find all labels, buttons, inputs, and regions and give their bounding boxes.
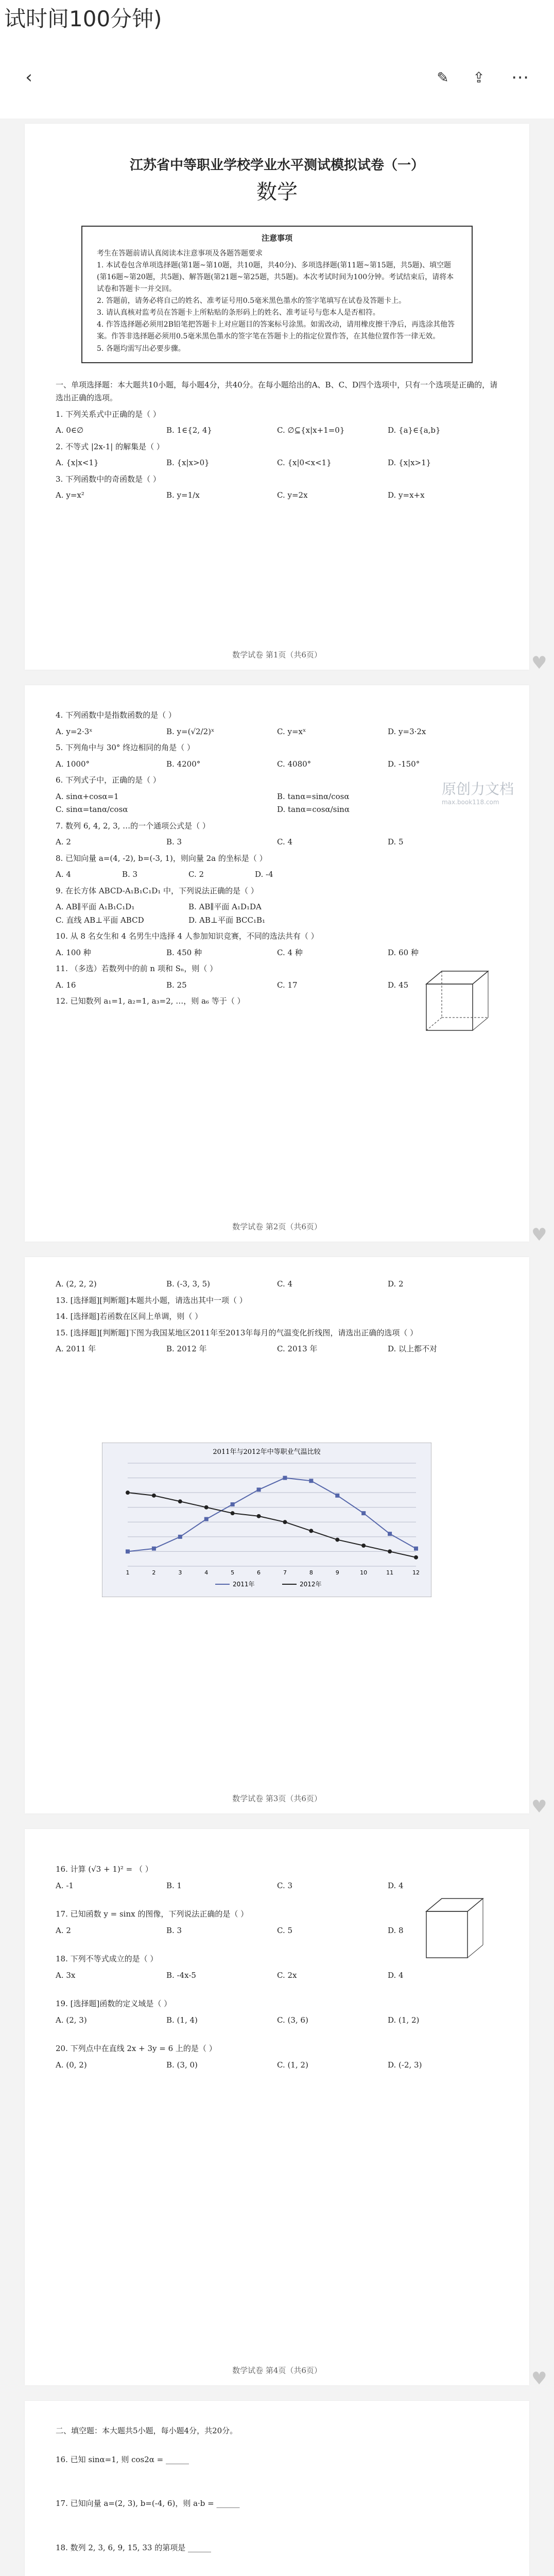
like-heart-icon[interactable]: ♥: [531, 1797, 547, 1817]
question-list: [25, 2453, 529, 2576]
x-tick-label: 11: [386, 1569, 394, 1576]
option: C. 4 种: [277, 947, 303, 957]
option: C. 2x: [277, 1970, 297, 1980]
question-stem: 4. 下列函数中是指数函数的是（ ）: [56, 710, 176, 720]
header-title: 试时间100分钟): [4, 6, 162, 31]
question-options: [56, 424, 498, 437]
option: D. AB⊥平面 BCC₁B₁: [188, 915, 266, 925]
option: A. -1: [56, 1880, 74, 1890]
question-stem: 16. 计算 (√3 + 1)² = （ ）: [56, 1865, 153, 1874]
x-tick-label: 9: [335, 1569, 339, 1576]
option: B. y=1/x: [166, 490, 200, 500]
data-point: [388, 1532, 392, 1536]
option: D. {x|x>1}: [388, 458, 431, 468]
option: B. {x|x>0}: [166, 458, 210, 468]
document-page-1: [25, 124, 529, 670]
option: C. sinα=tanα/cosα: [56, 805, 128, 814]
question-options: [56, 725, 498, 739]
data-point: [335, 1494, 339, 1498]
x-tick-label: 12: [412, 1569, 420, 1576]
option: C. 4: [277, 837, 293, 846]
question-options: [56, 946, 498, 960]
option: C. {x|0<x<1}: [277, 458, 332, 468]
option: B. 2012 年: [166, 1344, 207, 1353]
data-point: [257, 1514, 261, 1518]
prism-figure: [416, 1891, 493, 1968]
question-stem: 12. 已知数列 a₁=1, a₂=1, a₃=2, …，则 a₆ 等于（ ）: [56, 996, 245, 1006]
document-page-2: [25, 685, 529, 1242]
question-options: [56, 1343, 498, 1356]
share-icon[interactable]: ⇪: [473, 69, 485, 86]
section-heading: 二、填空题：本大题共5小题，每小题4分，共20分。: [56, 2426, 238, 2435]
option: D. y=x+x: [388, 490, 425, 500]
exam-subject: 数学: [256, 180, 298, 204]
option: A. 2: [56, 1925, 71, 1935]
edit-icon[interactable]: ✎: [437, 69, 449, 86]
question-stem: 15. [选择题][判断题]下图为我国某地区2011年至2013年每月的气温变化折线图，请选出正确的选项（ ）: [56, 1328, 418, 1337]
notice-line: 考生在答题前请认真阅读本注意事项及各题答题要求: [97, 249, 263, 258]
x-tick-label: 5: [231, 1569, 235, 1576]
option: D. 60 种: [388, 947, 419, 957]
question-stem: 11. （多选）若数列中的前 n 项和 Sₙ，则（ ）: [56, 964, 218, 973]
data-point: [283, 1520, 287, 1524]
option: A. 2: [56, 837, 71, 846]
more-icon[interactable]: ⋯: [511, 67, 529, 88]
data-point: [414, 1555, 418, 1560]
option: C. 17: [277, 980, 298, 990]
document-page-5: [25, 2401, 529, 2576]
option: C. y=xˣ: [277, 726, 306, 736]
section-instructions: [25, 2401, 529, 2438]
question-stem: 1. 下列关系式中正确的是（ ）: [56, 409, 161, 419]
option: D. y=3·2x: [388, 726, 426, 736]
question-stem: 18. 下列不等式成立的是（ ）: [56, 1954, 158, 1963]
data-point: [126, 1549, 130, 1553]
question-stem: 6. 下列式子中，正确的是（ ）: [56, 775, 161, 785]
option: A. sinα+cosα=1: [56, 791, 119, 801]
option: D. 8: [388, 1925, 404, 1935]
option: A. y=2·3ˣ: [56, 726, 93, 736]
notice-line: 2. 答题前，请务必将自己的姓名、准考证号用0.5毫米黑色墨水的签字笔填写在试卷及答题卡上。: [97, 297, 406, 306]
option: D. 以上都不对: [388, 1344, 438, 1353]
option: D. (-2, 3): [388, 2060, 422, 2070]
watermark-url: max.book118.com: [441, 799, 499, 806]
section-instructions: [25, 379, 529, 405]
option: A. (2, 3): [56, 2015, 87, 2025]
question-stem: 7. 数列 6, 4, 2, 3, …的一个通项公式是（ ）: [56, 821, 210, 831]
question-options: [56, 790, 498, 804]
option: A. y=x²: [56, 490, 84, 500]
chevron-left-icon[interactable]: ‹: [25, 67, 32, 88]
data-point: [126, 1490, 130, 1495]
like-heart-icon[interactable]: ♥: [531, 2368, 547, 2389]
question-options: [56, 901, 321, 914]
option: D. 4: [388, 1970, 404, 1980]
option: B. 450 种: [166, 947, 202, 957]
option: B. (-3, 3, 5): [166, 1279, 211, 1289]
option: B. 3: [166, 837, 182, 846]
notice-line: 3. 请认真核对监考员在答题卡上所粘贴的条形码上的姓名、准考证号与您本人是否相符。: [97, 309, 380, 317]
question-options: [56, 868, 321, 882]
question-options: [56, 836, 498, 849]
option: C. 2: [188, 870, 204, 879]
option: C. 4: [277, 1279, 293, 1289]
chart-title: 2011年与2012年中等职业气温比较: [213, 1448, 321, 1456]
data-point: [178, 1499, 182, 1503]
notice-line: 5. 各题均需写出必要步骤。: [97, 344, 185, 353]
page-footer: 数学试卷 第2页（共6页）: [232, 1222, 322, 1231]
option: C. 3: [277, 1880, 293, 1890]
question-stem: 3. 下列函数中的奇函数是（ ）: [56, 474, 161, 484]
option: B. -4x-5: [166, 1970, 196, 1980]
question-stem: 9. 在长方体 ABCD-A₁B₁C₁D₁ 中，下列说法正确的是（ ）: [56, 886, 258, 895]
x-tick-label: 6: [257, 1569, 261, 1576]
option: D. 2: [388, 1279, 404, 1289]
option: C. 2013 年: [277, 1344, 318, 1353]
data-point: [204, 1517, 209, 1521]
option: A. AB∥平面 A₁B₁C₁D₁: [56, 902, 135, 911]
question-options: [56, 489, 498, 502]
like-heart-icon[interactable]: ♥: [531, 1225, 547, 1245]
option: A. 16: [56, 980, 76, 990]
option: C. ∅⊆{x|x+1=0}: [277, 426, 345, 435]
option: C. y=2x: [277, 490, 308, 500]
question-stem: 18. 数列 2, 3, 6, 9, 15, 33 的第项是 ______: [56, 2543, 211, 2552]
nav-row: [0, 57, 554, 108]
data-point: [152, 1547, 156, 1551]
option: D. 45: [388, 980, 409, 990]
page-footer: 数学试卷 第1页（共6页）: [232, 650, 322, 659]
data-point: [231, 1511, 235, 1515]
question-stem: 16. 已知 sinα=1, 则 cos2α = ______: [56, 2454, 189, 2464]
question-list: [25, 685, 529, 1008]
question-options: [56, 758, 498, 771]
temperature-line-chart: [102, 1443, 431, 1597]
question-options: [56, 1278, 498, 1291]
option: D. (1, 2): [388, 2015, 420, 2025]
x-tick-label: 8: [309, 1569, 313, 1576]
legend-label: 2011年: [233, 1581, 255, 1588]
option: A. 1000°: [56, 759, 90, 769]
question-options: [56, 1969, 498, 1982]
question-stem: 14. [选择题]若函数在区间上单调，则（ ）: [56, 1312, 203, 1321]
data-point: [414, 1547, 418, 1551]
question-stem: 2. 不等式 |2x-1| 的解集是（ ）: [56, 442, 164, 451]
cuboid-figure: [416, 963, 498, 1041]
x-tick-label: 3: [178, 1569, 182, 1576]
option: C. 4080°: [277, 759, 311, 769]
data-point: [152, 1494, 156, 1498]
x-tick-label: 7: [283, 1569, 287, 1576]
option: A. (0, 2): [56, 2060, 87, 2070]
option: B. AB∥平面 A₁D₁DA: [188, 902, 262, 911]
page-footer: 数学试卷 第3页（共6页）: [232, 1794, 322, 1803]
data-point: [257, 1487, 261, 1492]
option: A. 0∈∅: [56, 426, 84, 435]
x-tick-label: 10: [360, 1569, 368, 1576]
question-stem: 19. [选择题]函数的定义域是（ ）: [56, 1999, 172, 2008]
data-point: [231, 1502, 235, 1506]
x-tick-label: 2: [152, 1569, 156, 1576]
data-point: [178, 1535, 182, 1539]
option: C. (1, 2): [277, 2060, 308, 2070]
data-point: [283, 1476, 287, 1480]
option: D. tanα=cosα/sinα: [277, 805, 350, 814]
data-point: [335, 1538, 339, 1542]
question-stem: 20. 下列点中在直线 2x + 3y = 6 上的是（ ）: [56, 2044, 217, 2053]
question-stem: 5. 下列角中与 30° 终边相同的角是（ ）: [56, 743, 195, 752]
section-heading: 一、单项选择题：本大题共10小题，每小题4分，共40分。在每小题给出的A、B、C、D四个选项中，只有一个选项是正确的，请选出正确的选项。: [56, 380, 498, 403]
exam-title: 江苏省中等职业学校学业水平测试模拟试卷（一）: [129, 158, 424, 173]
option: D. 4: [388, 1880, 404, 1890]
option: B. 3: [166, 1925, 182, 1935]
question-stem: 10. 从 8 名女生和 4 名男生中选择 4 人参加知识竞赛，不同的选法共有（ ）: [56, 931, 319, 941]
option: B. y=(√2/2)ˣ: [166, 726, 215, 736]
option: A. 2011 年: [56, 1344, 96, 1353]
question-options: [56, 2014, 498, 2027]
question-options: [56, 803, 498, 817]
option: A. 3x: [56, 1970, 76, 1980]
option: C. 直线 AB⊥平面 ABCD: [56, 915, 144, 925]
question-stem: 17. 已知函数 y = sinx 的图像，下列说法正确的是（ ）: [56, 1909, 249, 1919]
option: B. (1, 4): [166, 2015, 198, 2025]
question-list: [25, 1257, 529, 1356]
notice-box: [81, 226, 473, 363]
option: B. tanα=sinα/cosα: [277, 791, 350, 801]
option: D. {a}∈{a,b}: [388, 426, 441, 435]
data-point: [361, 1544, 366, 1548]
question-options: [56, 914, 321, 927]
notice-heading: 注意事项: [261, 233, 292, 243]
data-point: [388, 1549, 392, 1553]
question-options: [56, 2059, 498, 2072]
option: A. (2, 2, 2): [56, 1279, 97, 1289]
notice-line: 4. 作答选择题必须用2B铅笔把答题卡上对应题目的答案标号涂黑。如需改动，请用橡皮擦干净后，再选涂其他答案。作答非选择题必须用0.5毫米黑色墨水的签字笔在答题卡上的指定位置作答，在其他位置作答一律无效。: [97, 320, 455, 341]
question-block: [25, 408, 529, 502]
legend-label: 2012年: [300, 1581, 322, 1588]
option: B. 4200°: [166, 759, 201, 769]
data-point: [309, 1479, 313, 1483]
data-point: [361, 1511, 366, 1515]
x-tick-label: 4: [204, 1569, 209, 1576]
option: A. 100 种: [56, 947, 91, 957]
option: C. (3, 6): [277, 2015, 308, 2025]
option: D. -150°: [388, 759, 420, 769]
watermark: [442, 778, 514, 806]
option: A. {x|x<1}: [56, 458, 99, 468]
data-point: [204, 1505, 209, 1510]
option: A. 4: [56, 870, 71, 879]
question-stem: 13. [选择题][判断题]本题共小题，请选出其中一项（ ）: [56, 1295, 247, 1305]
app-header: [0, 0, 554, 118]
x-tick-label: 1: [126, 1569, 130, 1576]
notice-line: 1. 本试卷包含单项选择题(第1题~第10题，共10题，共40分)、多项选择题(第11题~第15题，共5题)、填空题(第16题~第20题，共5题)、解答题(第21题~第25题，共5题)。本次考试时间为100分钟。考试结束后，请将本试卷和答题卡一并交回。: [97, 261, 454, 294]
option: B. 3: [122, 870, 138, 879]
option: B. 1: [166, 1880, 182, 1890]
option: B. 1∈{2, 4}: [166, 426, 212, 435]
question-stem: 17. 已知向量 a=(2, 3), b=(-4, 6)，则 a·b = ______: [56, 2499, 240, 2508]
question-options: [56, 456, 498, 470]
document-page-4: [25, 1829, 529, 2385]
document-page-3: [25, 1257, 529, 1814]
option: D. -4: [255, 870, 273, 879]
question-stem: 8. 已知向量 a=(4, -2), b=(-3, 1)，则向量 2a 的坐标是（ ）: [56, 853, 267, 863]
option: B. (3, 0): [166, 2060, 198, 2070]
watermark-text: 原创力文档: [441, 781, 514, 798]
option: B. 25: [166, 980, 187, 990]
data-point: [309, 1529, 313, 1533]
page-footer: 数学试卷 第4页（共6页）: [232, 2366, 322, 2375]
option: D. 5: [388, 837, 404, 846]
like-heart-icon[interactable]: ♥: [531, 653, 547, 673]
option: C. 5: [277, 1925, 293, 1935]
